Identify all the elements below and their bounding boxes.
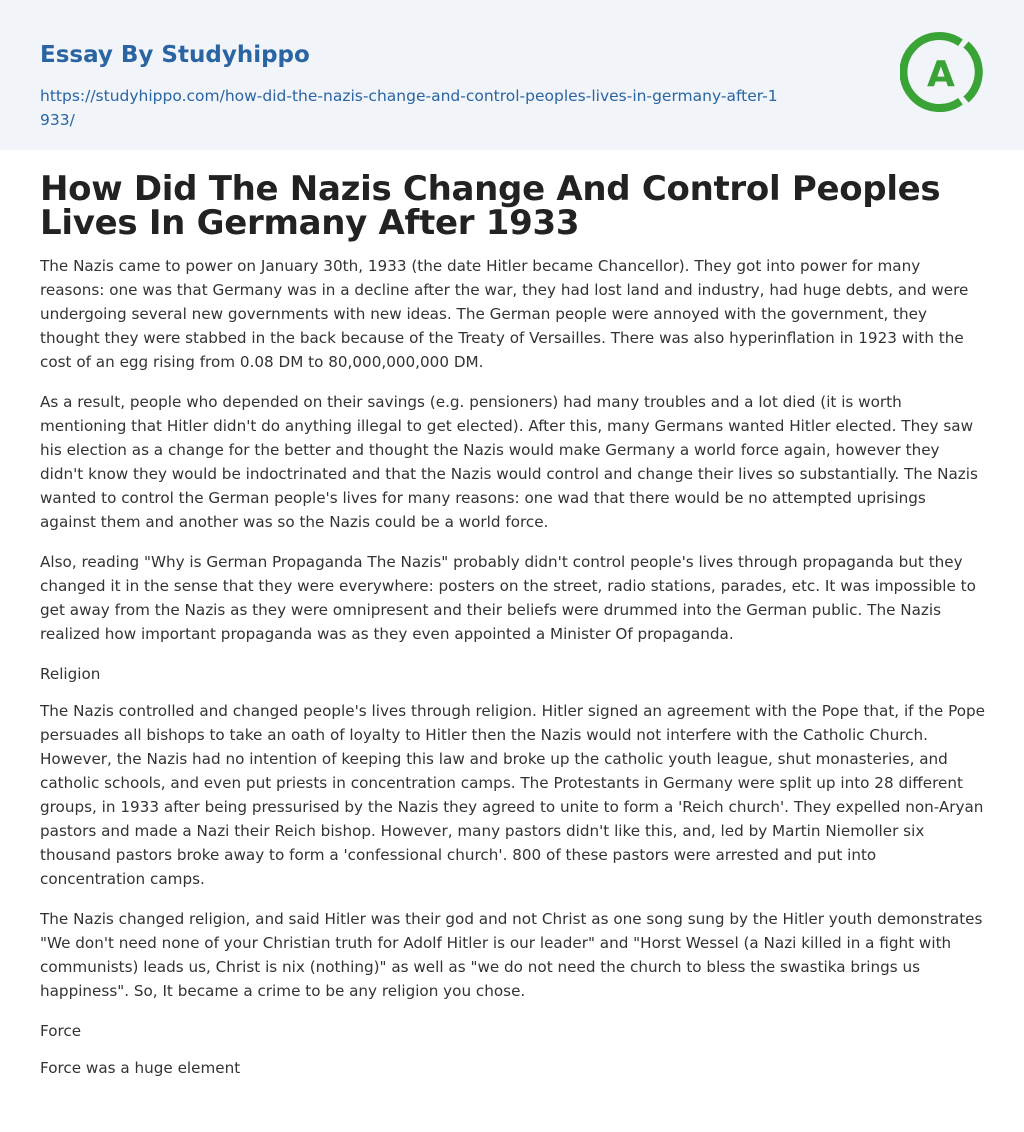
page-title: How Did The Nazis Change And Control Peoples Lives In Germany After 1933	[40, 169, 941, 243]
paragraph-4: The Nazis controlled and changed people's lives through religion. Hitler signed an agreement with the Pope that, if the Pope persuades all bishops to take an oath of loyalty to Hitler then the Nazis would not interfere with the Catholic Church. However, the Nazis had no intention of keeping this law and broke up the catholic youth league, shut monasteries, and catholic schools, and even put priests in concentration camps. The Protestants in Germany were split up into 28 different groups, in 1933 after being pressurised by the Nazis they agreed to unite to form a 'Reich church'. They expelled non-Aryan pastors and made a Nazi their Reich bishop. However, many pastors didn't like this, and, led by Martin Niemoller six thousand pastors broke away to form a 'confessional church'. 800 of these pastors were arrested and put into concentration camps.	[40, 702, 985, 888]
paragraph-5: The Nazis changed religion, and said Hitler was their god and not Christ as one song sung by the Hitler youth demonstrates "We don't need none of your Christian truth for Adolf Hitler is our leader" and "Horst Wessel (a Nazi killed in a fight with communists) leads us, Christ is nix (nothing)" as well as "we do not need the church to bless the swastika brings us happiness". So, It became a crime to be any religion you chose.	[40, 910, 983, 1000]
section-heading-religion: Religion	[40, 665, 101, 683]
paragraph-1: The Nazis came to power on January 30th, 1933 (the date Hitler became Chancellor). They got into power for many reasons: one was that Germany was in a decline after the war, they had lost land and industry, had huge debts, and were undergoing several new governments with new ideas. The German people were annoyed with the government, they thought they were stabbed in the back because of the Treaty of Versailles. There was also hyperinflation in 1923 with the cost of an egg rising from 0.08 DM to 80,000,000,000 DM.	[40, 257, 969, 371]
paragraph-3: Also, reading "Why is German Propaganda The Nazis" probably didn't control people's lives through propaganda but they changed it in the sense that they were everywhere: posters on the street, radio stations, parades, etc. It was impossible to get away from the Nazis as they were omnipresent and their beliefs were drummed into the German public. The Nazis realized how important propaganda was as they even appointed a Minister Of propaganda.	[40, 553, 976, 643]
site-header	[0, 0, 1024, 150]
essay-content	[0, 169, 1024, 1080]
logo-letter: A	[927, 54, 955, 95]
studyhippo-logo-icon[interactable]	[900, 30, 984, 114]
brand-title[interactable]: Essay By Studyhippo	[40, 42, 310, 68]
essay-url-link[interactable]: https://studyhippo.com/how-did-the-nazis-change-and-control-peoples-lives-in-germany-after-1933/	[40, 87, 778, 129]
paragraph-2: As a result, people who depended on their savings (e.g. pensioners) had many troubles and a lot died (it is worth mentioning that Hitler didn't do anything illegal to get elected). After this, many Germans wanted Hitler elected. They saw his election as a change for the better and thought the Nazis would make Germany a world force again, however they didn't know they would be indoctrinated and that the Nazis would control and change their lives so substantially. The Nazis wanted to control the German people's lives for many reasons: one wad that there would be no attempted uprisings against them and another was so the Nazis could be a world force.	[40, 393, 978, 531]
section-heading-force: Force	[40, 1022, 82, 1040]
paragraph-6: Force was a huge element	[40, 1059, 241, 1077]
